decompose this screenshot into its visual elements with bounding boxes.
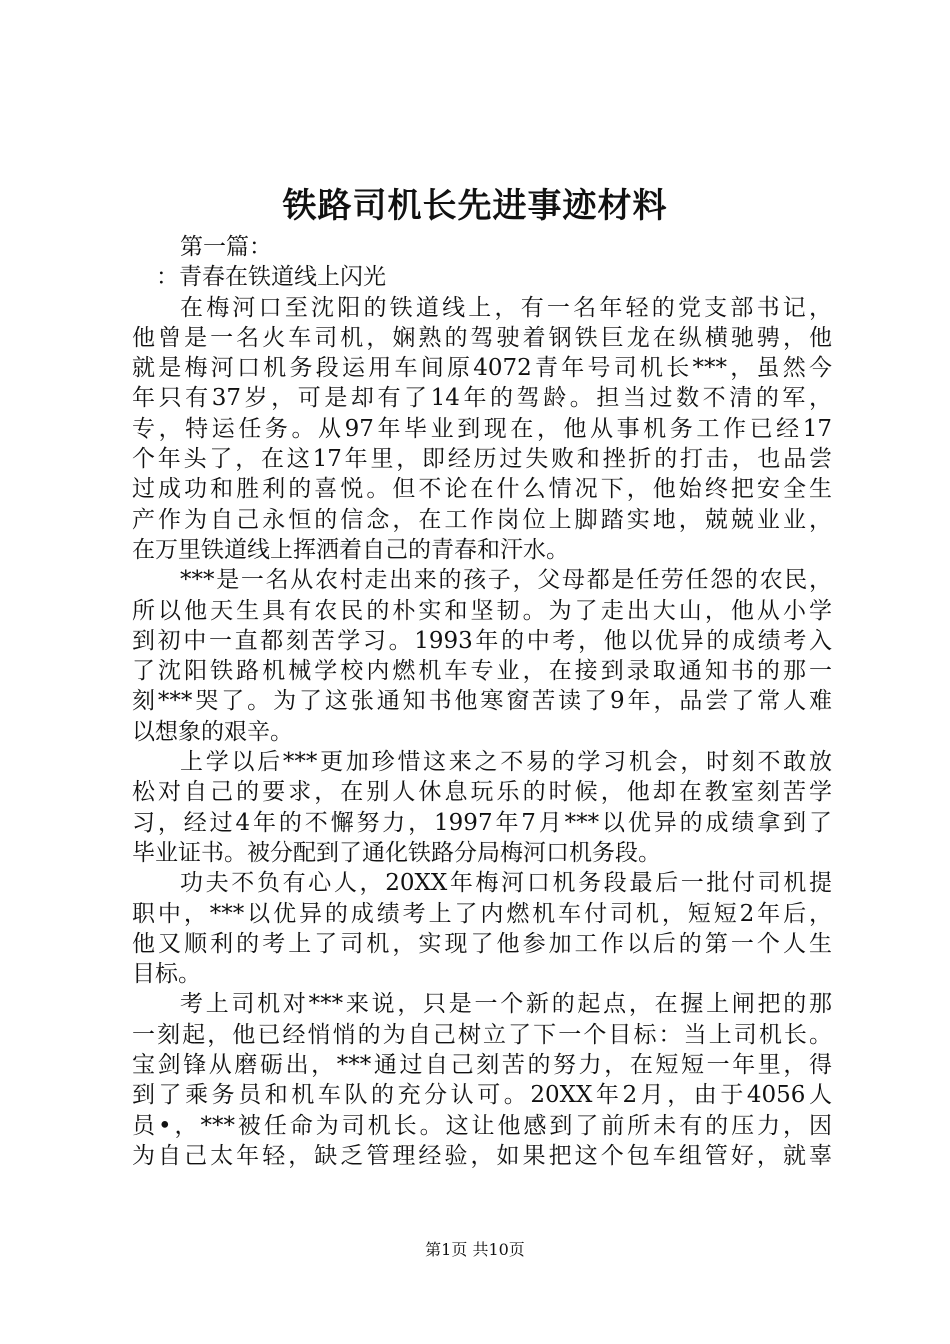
text-line: 就是梅河口机务段运用车间原4072青年号司机长***，虽然今 (132, 355, 832, 382)
text-line: 职中，***以优异的成绩考上了内燃机车付司机，短短2年后， (132, 900, 832, 927)
text-line: 考上司机对***来说，只是一个新的起点，在握上闸把的那 (180, 991, 832, 1018)
text-line: 毕业证书。被分配到了通化铁路分局梅河口机务段。 (132, 839, 661, 866)
text-line: 过成功和胜利的喜悦。但不论在什么情况下，他始终把安全生 (132, 476, 832, 503)
paragraph-lines (132, 293, 832, 1172)
text-line: 功夫不负有心人，20XX年梅河口机务段最后一批付司机提 (180, 870, 832, 897)
text-line: 了沈阳铁路机械学校内燃机车专业，在接到录取通知书的那一 (132, 658, 832, 685)
text-line: 以想象的艰辛。 (132, 718, 293, 745)
text-line: 到初中一直都刻苦学习。1993年的中考，他以优异的成绩考入 (132, 627, 832, 654)
text-line: 他曾是一名火车司机，娴熟的驾驶着钢铁巨龙在纵横驰骋，他 (132, 324, 832, 351)
text-line: 宝剑锋从磨砺出，***通过自己刻苦的努力，在短短一年里，得 (132, 1052, 832, 1079)
section-heading: 第一篇： (180, 234, 272, 260)
document-title: 铁路司机长先进事迹材料 (282, 186, 668, 226)
text-line: 年只有37岁，可是却有了14年的驾龄。担当过数不清的军， (132, 385, 832, 412)
text-line: 员•，***被任命为司机长。这让他感到了前所未有的压力，因 (132, 1112, 832, 1139)
text-line: 刻***哭了。为了这张通知书他寒窗苦读了9年，品尝了常人难 (132, 688, 832, 715)
text-line: 一刻起，他已经悄悄的为自己树立了下一个目标：当上司机长。 (132, 1021, 832, 1048)
section-subtitle: ：青春在铁道线上闪光 (156, 264, 386, 291)
text-line: 所以他天生具有农民的朴实和坚韧。为了走出大山，他从小学 (132, 597, 832, 624)
text-line: 专，特运任务。从97年毕业到现在，他从事机务工作已经17 (132, 415, 832, 442)
text-line: 松对自己的要求，在别人休息玩乐的时候，他却在教室刻苦学 (132, 779, 832, 806)
text-line: 在梅河口至沈阳的铁道线上，有一名年轻的党支部书记， (180, 294, 832, 321)
page-number: 第1页 共10页 (425, 1240, 525, 1259)
text-line: 到了乘务员和机车队的充分认可。20XX年2月，由于4056人 (132, 1082, 832, 1109)
text-line: 他又顺利的考上了司机，实现了他参加工作以后的第一个人生 (132, 930, 832, 957)
text-line: 习，经过4年的不懈努力，1997年7月***以优异的成绩拿到了 (132, 809, 832, 836)
text-line: 在万里铁道线上挥洒着自己的青春和汗水。 (132, 536, 569, 563)
text-line: 目标。 (132, 961, 201, 988)
text-line: 上学以后***更加珍惜这来之不易的学习机会，时刻不敢放 (180, 749, 832, 776)
text-line: 为自己太年轻，缺乏管理经验，如果把这个包车组管好，就辜 (132, 1142, 832, 1169)
text-line: 个年头了，在这17年里，即经历过失败和挫折的打击，也品尝 (132, 446, 832, 473)
text-line: ***是一名从农村走出来的孩子，父母都是任劳任怨的农民， (180, 567, 832, 594)
document-body (132, 232, 832, 1171)
text-line: 产作为自己永恒的信念，在工作岗位上脚踏实地，兢兢业业， (132, 506, 832, 533)
